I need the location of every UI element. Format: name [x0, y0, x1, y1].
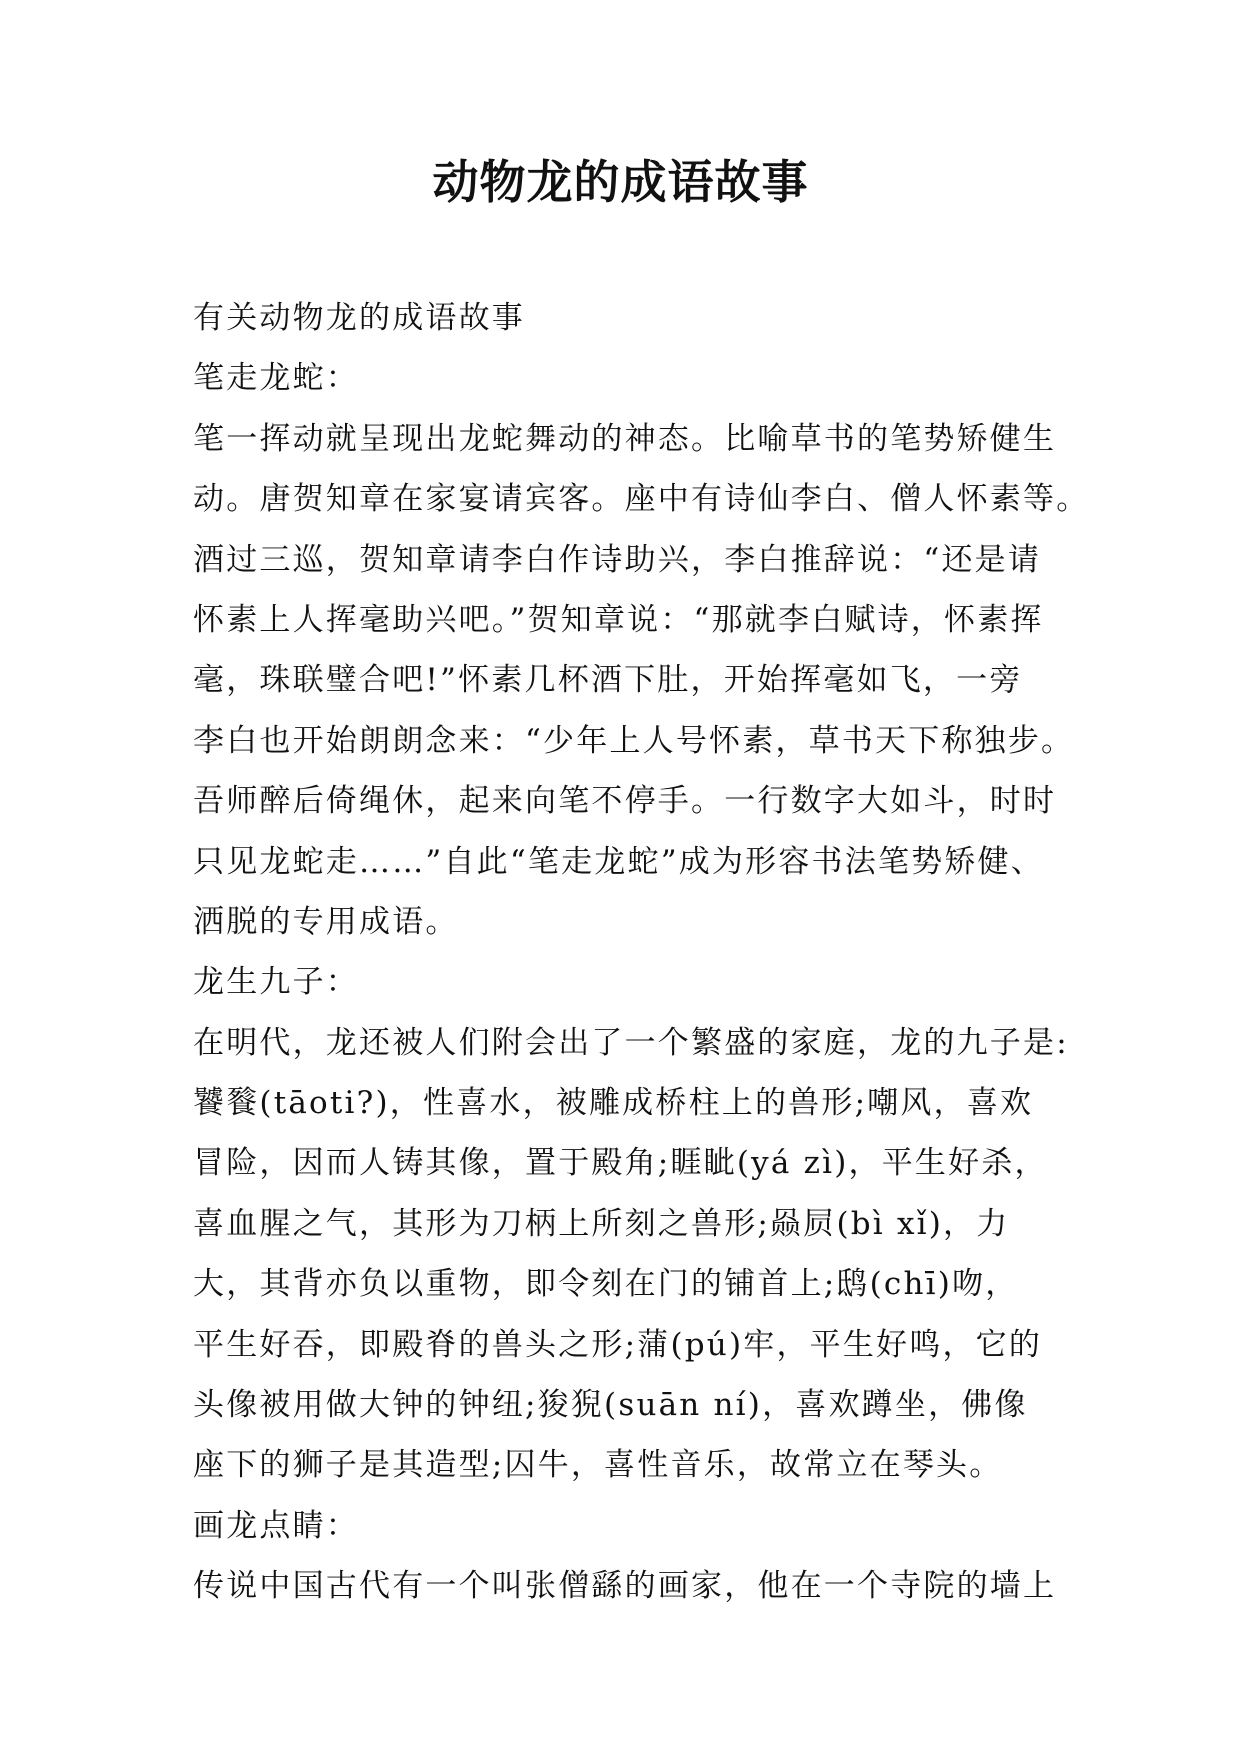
section-heading-bizoulongshe: 笔走龙蛇： [193, 360, 359, 397]
paragraph-line: 传说中国古代有一个叫张僧繇的画家，他在一个寺院的墙上 [193, 1568, 1057, 1605]
section-heading-hualongdianjing: 画龙点睛： [193, 1507, 359, 1544]
paragraph-line: 笔一挥动就呈现出龙蛇舞动的神态。比喻草书的笔势矫健生 [193, 420, 1057, 457]
paragraph-line: 动。唐贺知章在家宴请宾客。座中有诗仙李白、僧人怀素等。 [193, 481, 1090, 518]
paragraph-line: 平生好吞，即殿脊的兽头之形;蒲(pú)牢，平生好鸣，它的 [193, 1326, 1043, 1363]
document-title: 动物龙的成语故事 [432, 155, 809, 209]
paragraph-line: 只见龙蛇走……”自此“笔走龙蛇”成为形容书法笔势矫健、 [193, 843, 1044, 880]
paragraph-line: 酒过三巡，贺知章请李白作诗助兴，李白推辞说：“还是请 [193, 541, 1042, 578]
paragraph-line: 喜血腥之气，其形为刀柄上所刻之兽形;赑屃(bì xǐ)，力 [193, 1205, 1010, 1242]
heading-line: 有关动物龙的成语故事 [193, 300, 525, 336]
paragraph-line: 饕餮(tāoti?)，性喜水，被雕成桥柱上的兽形;嘲风，喜欢 [193, 1085, 1034, 1122]
paragraph-line: 冒险，因而人铸其像，置于殿角;睚眦(yá zì)，平生好杀， [193, 1145, 1048, 1182]
paragraph-line: 洒脱的专用成语。 [193, 903, 459, 940]
document-body [193, 288, 1090, 1617]
paragraph-line: 头像被用做大钟的钟纽;狻猊(suān ní)，喜欢蹲坐，佛像 [193, 1387, 1028, 1424]
section-heading-longshengjiuzi: 龙生九子： [193, 964, 359, 1001]
paragraph-line: 怀素上人挥毫助兴吧。”贺知章说：“那就李白赋诗，怀素挥 [193, 601, 1044, 638]
paragraph-line: 吾师醉后倚绳休，起来向笔不停手。一行数字大如斗，时时 [193, 783, 1057, 820]
paragraph-line: 座下的狮子是其造型;囚牛，喜性音乐，故常立在琴头。 [193, 1447, 1003, 1484]
paragraph-line: 大，其背亦负以重物，即令刻在门的铺首上;鸱(chī)吻， [193, 1266, 1019, 1303]
paragraph-line: 毫，珠联璧合吧!”怀素几杯酒下肚，开始挥毫如飞，一旁 [193, 662, 1023, 699]
paragraph-line: 在明代，龙还被人们附会出了一个繁盛的家庭，龙的九子是: [193, 1024, 1069, 1061]
paragraph-line: 李白也开始朗朗念来：“少年上人号怀素，草书天下称独步。 [193, 722, 1075, 759]
